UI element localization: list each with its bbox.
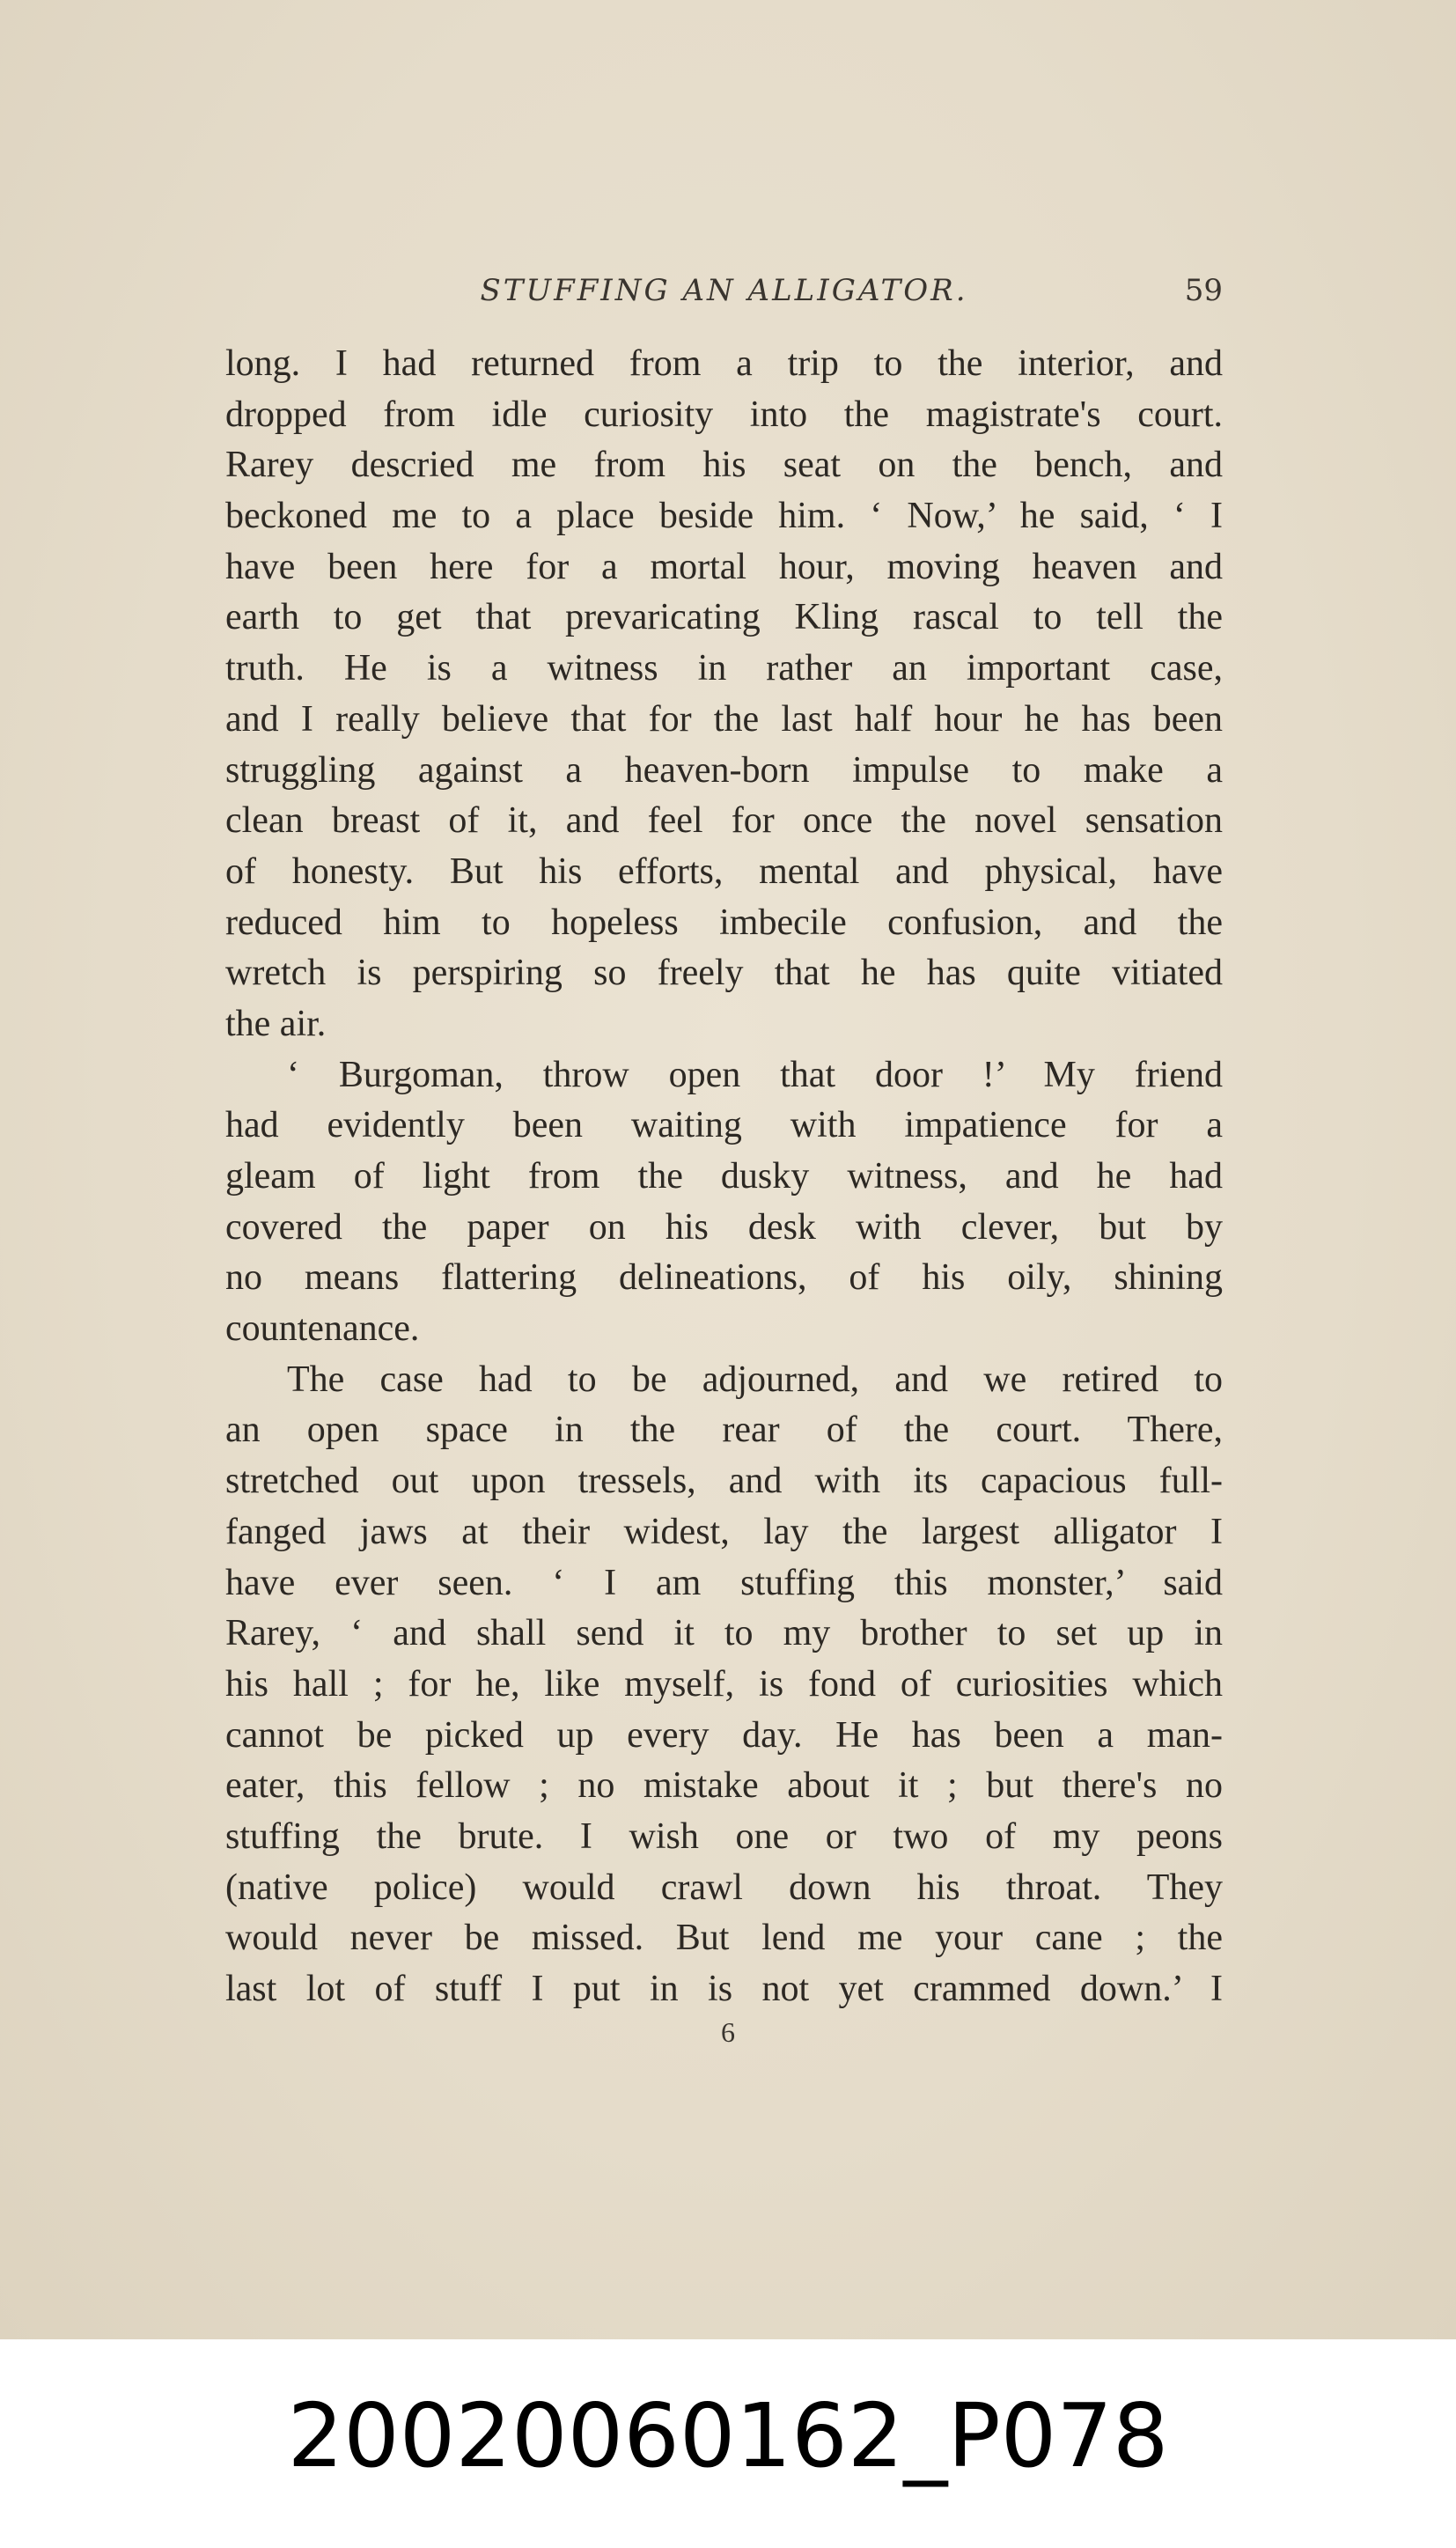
text-line: wretch is perspiring so freely that he has quite vitiated [225,953,1223,994]
text-line: no means flattering delineations, of his oily, shining [225,1257,1223,1299]
text-line: have been here for a mortal hour, moving heaven and [225,546,1223,587]
body-text [225,339,1223,2015]
text-line: stuffing the brute. I wish one or two of my peons [225,1815,1223,1857]
running-head [225,264,1223,317]
text-line: stretched out upon tressels, and with its capacious full- [225,1461,1223,1502]
text-line: covered the paper on his desk with clever, but by [225,1206,1223,1248]
text-line: The case had to be adjourned, and we retired to [287,1359,1223,1400]
catalog-id: 20020060162_P078 [287,2384,1169,2487]
text-line: gleam of light from the dusky witness, and he had [225,1156,1223,1197]
text-line: (native police) would crawl down his throat. They [225,1867,1223,1908]
text-line: beckoned me to a place beside him. ‘ Now,’ he said, ‘ I [225,496,1223,537]
text-line: of honesty. But his efforts, mental and physical, have [225,851,1223,892]
text-line: struggling against a heaven-born impulse to make a [225,749,1223,791]
text-line: an open space in the rear of the court. There, [225,1410,1223,1451]
text-line: and I really believe that for the last half hour he has been [225,698,1223,740]
text-line: would never be missed. But lend me your cane ; the [225,1918,1223,1959]
text-line: fanged jaws at their widest, lay the largest alligator I [225,1511,1223,1552]
text-line: eater, this fellow ; no mistake about it ; but there's no [225,1765,1223,1807]
signature-mark: 6 [721,2016,735,2048]
text-line: earth to get that prevaricating Kling rascal to tell the [225,597,1223,638]
text-line: Rarey, ‘ and shall send it to my brother to set up in [225,1613,1223,1654]
text-line: dropped from idle curiosity into the magistrate's court. [225,394,1223,435]
text-line: cannot be picked up every day. He has been a man- [225,1714,1223,1756]
text-line: truth. He is a witness in rather an important case, [225,648,1223,689]
text-line: last lot of stuff I put in is not yet crammed down.’ I [225,1969,1223,2009]
text-line: long. I had returned from a trip to the interior, and [225,343,1223,384]
text-line: countenance. [225,1308,420,1350]
running-title: STUFFING AN ALLIGATOR. [480,273,968,308]
text-line: had evidently been waiting with impatience for a [225,1105,1223,1146]
text-line: ‘ Burgoman, throw open that door !’ My friend [287,1054,1223,1095]
text-line: clean breast of it, and feel for once the novel sensation [225,800,1223,842]
catalog-label-strip [0,2339,1456,2548]
page-number: 59 [1184,273,1223,308]
text-line: Rarey descried me from his seat on the bench, and [225,445,1223,486]
text-line: the air. [225,1003,327,1044]
text-line: his hall ; for he, like myself, is fond of curiosities which [225,1663,1223,1705]
text-line: reduced him to hopeless imbecile confusion, and the [225,902,1223,943]
text-line: have ever seen. ‘ I am stuffing this monster,’ said [225,1562,1223,1603]
